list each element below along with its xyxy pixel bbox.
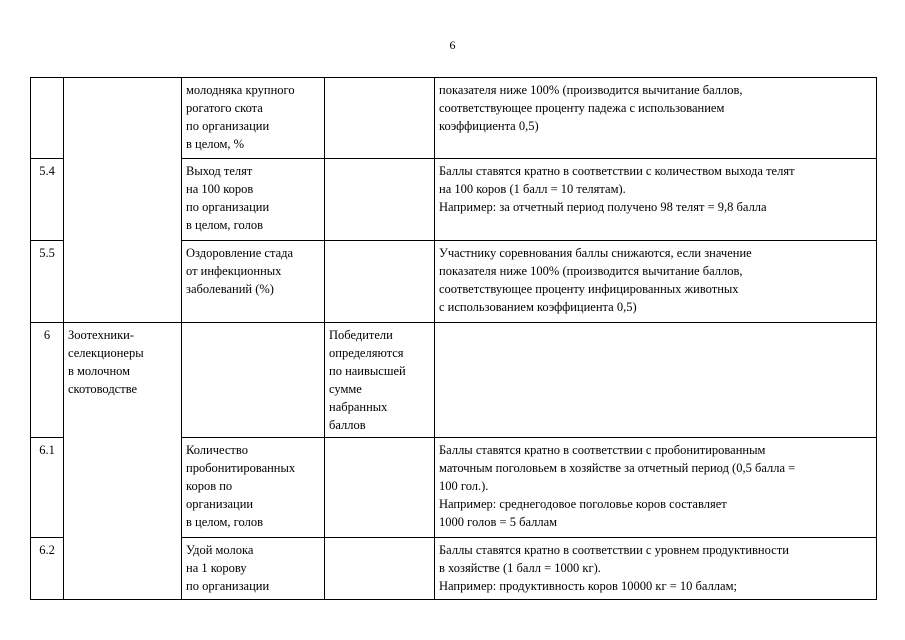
row-number-cell: 6.2	[31, 538, 64, 600]
condition-cell	[325, 241, 435, 323]
condition-cell	[325, 438, 435, 538]
page-number: 6	[449, 38, 456, 52]
row-number-cell: 5.4	[31, 159, 64, 241]
table-row	[31, 78, 877, 159]
scoring-rule-cell: Баллы ставятся кратно в соответствии с уровнем продуктивности в хозяйстве (1 балл = 1000 кг). Например: продуктивность коров 10000 кг = 10 баллам;	[435, 538, 877, 600]
table-row	[31, 323, 877, 438]
participant-group-cell: Зоотехники- селекционеры в молочном скотоводстве	[64, 323, 182, 600]
condition-cell	[325, 159, 435, 241]
condition-cell	[325, 538, 435, 600]
row-number-cell	[31, 78, 64, 159]
indicator-cell: Оздоровление стада от инфекционных заболеваний (%)	[182, 241, 325, 323]
indicator-cell: Удой молока на 1 корову по организации	[182, 538, 325, 600]
participant-group-cell	[64, 78, 182, 323]
indicator-cell: Выход телят на 100 коров по организации в целом, голов	[182, 159, 325, 241]
indicator-cell: молодняка крупного рогатого скота по организации в целом, %	[182, 78, 325, 159]
row-number-cell: 6	[31, 323, 64, 438]
indicator-cell	[182, 323, 325, 438]
row-number-cell: 6.1	[31, 438, 64, 538]
scoring-rule-cell: Участнику соревнования баллы снижаются, если значение показателя ниже 100% (производится вычитание баллов, соответствующее проценту инфицированных животных с использованием коэффициента 0,5)	[435, 241, 877, 323]
scoring-rule-cell: показателя ниже 100% (производится вычитание баллов, соответствующее проценту падежа с использованием коэффициента 0,5)	[435, 78, 877, 159]
scoring-rule-cell: Баллы ставятся кратно в соответствии с количеством выхода телят на 100 коров (1 балл = 10 телятам). Например: за отчетный период получено 98 телят = 9,8 балла	[435, 159, 877, 241]
scoring-rule-cell	[435, 323, 877, 438]
row-number-cell: 5.5	[31, 241, 64, 323]
indicator-cell: Количество пробонитированных коров по организации в целом, голов	[182, 438, 325, 538]
scoring-rule-cell: Баллы ставятся кратно в соответствии с пробонитированным маточным поголовьем в хозяйстве за отчетный период (0,5 балла = 100 гол.). Например: среднегодовое поголовье коров составляет 1000 голов = 5 баллам	[435, 438, 877, 538]
condition-cell	[325, 78, 435, 159]
competition-criteria-table	[30, 77, 877, 600]
condition-cell: Победители определяются по наивысшей сумме набранных баллов	[325, 323, 435, 438]
